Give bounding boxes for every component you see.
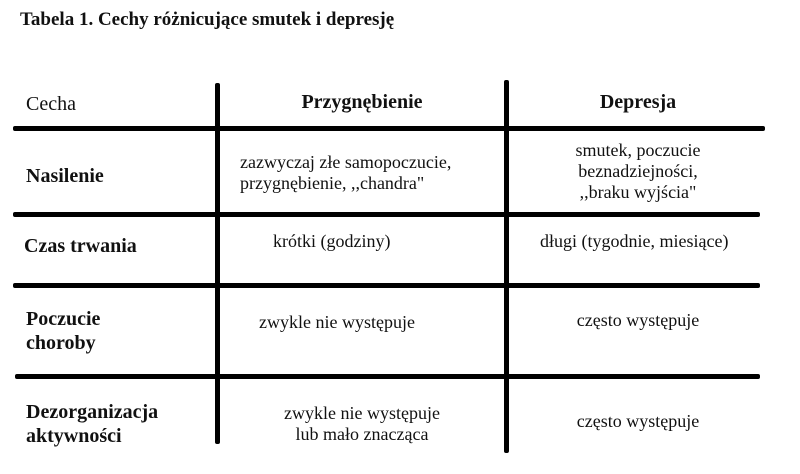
depression-cell: smutek, poczucie beznadziejności, ,,braku wyjścia" bbox=[575, 140, 701, 202]
table-title: Tabela 1. Cechy różnicujące smutek i depresję bbox=[20, 9, 395, 30]
depression-cell: długi (tygodnie, miesiące) bbox=[540, 231, 729, 251]
column-divider-2 bbox=[504, 80, 509, 453]
header-sadness: Przygnębienie bbox=[301, 91, 423, 113]
row-label: Dezorganizacja aktywności bbox=[26, 401, 159, 447]
header-depression: Depresja bbox=[599, 91, 677, 113]
sadness-cell: zwykle nie występuje lub mało znacząca bbox=[284, 403, 440, 444]
sadness-cell: krótki (godziny) bbox=[273, 231, 391, 251]
sadness-cell: zazwyczaj złe samopoczucie, przygnębienie, ,,chandra" bbox=[240, 152, 452, 193]
column-divider-1 bbox=[215, 83, 220, 444]
row-divider-2 bbox=[13, 283, 760, 288]
depression-cell: często występuje bbox=[576, 310, 700, 330]
row-divider-3 bbox=[15, 374, 760, 379]
header-divider bbox=[13, 126, 765, 131]
row-label: Poczucie choroby bbox=[26, 308, 101, 354]
depression-cell: często występuje bbox=[576, 411, 700, 431]
sadness-cell: zwykle nie występuje bbox=[259, 312, 415, 332]
row-label: Nasilenie bbox=[26, 165, 104, 187]
row-label: Czas trwania bbox=[24, 235, 137, 257]
header-feature: Cecha bbox=[26, 93, 76, 115]
row-divider-1 bbox=[13, 212, 760, 217]
